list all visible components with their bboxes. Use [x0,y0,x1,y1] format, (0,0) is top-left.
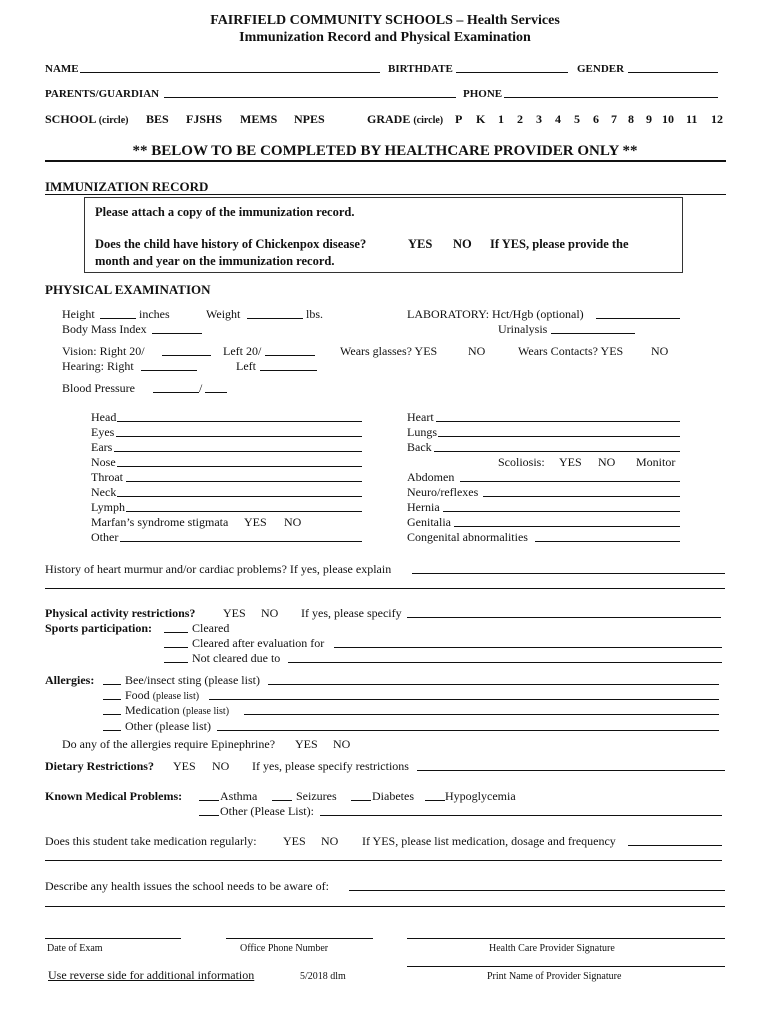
chickenpox-if-yes: If YES, please provide the [490,237,629,251]
allergy-food-label: Food (please list) [125,688,200,702]
grade-option-4[interactable]: 4 [555,112,561,126]
sports-label: Sports participation: [45,621,153,635]
vision-left-label: Left 20/ [223,344,262,358]
grade-option-11[interactable]: 11 [686,112,698,126]
form-subtitle: Immunization Record and Physical Examination [239,30,531,45]
allergy-other-field[interactable] [217,730,719,731]
vision-right-label: Vision: Right 20/ [62,344,145,358]
lab-label: LABORATORY: Hct/Hgb (optional) [407,307,584,321]
grade-option-10[interactable]: 10 [662,112,674,126]
school-label: SCHOOL (circle) [45,112,129,126]
asthma-label: Asthma [220,789,258,803]
dietary-specify-field[interactable] [417,770,725,771]
sports-not-cleared-label: Not cleared due to [192,651,281,665]
allergy-other-check[interactable] [103,730,121,731]
birthdate-field[interactable] [456,72,568,73]
date-of-exam-label: Date of Exam [47,943,103,954]
exam-eyes-field[interactable] [116,436,362,437]
chickenpox-if-yes-2: month and year on the immunization record. [95,254,335,268]
scoliosis-monitor[interactable]: Monitor [636,455,676,469]
office-phone-label: Office Phone Number [240,943,329,954]
grade-label: GRADE (circle) [367,112,444,126]
exam-ears-field[interactable] [114,451,362,452]
activity-no[interactable]: NO [261,606,279,620]
bmi-label: Body Mass Index [62,322,147,336]
gender-field[interactable] [628,72,718,73]
exam-neuro-field[interactable] [483,496,680,497]
provider-print-name-label: Print Name of Provider Signature [487,971,622,982]
weight-label: Weight [206,307,241,321]
grade-option-8[interactable]: 8 [628,112,634,126]
urinalysis-field[interactable] [551,333,635,334]
activity-label: Physical activity restrictions? [45,606,196,620]
exam-congenital-field[interactable] [535,541,680,542]
exam-marfan-label: Marfan’s syndrome stigmata [91,515,229,529]
asthma-check[interactable] [199,800,219,801]
epinephrine-no[interactable]: NO [333,737,351,751]
exam-head-label: Head [91,410,117,424]
marfan-yes[interactable]: YES [244,515,267,529]
exam-other-label: Other [91,530,119,544]
medication-no[interactable]: NO [321,834,339,848]
sports-cleared-eval-check[interactable] [164,647,188,648]
hearing-left-field[interactable] [260,370,317,371]
health-issues-field-2[interactable] [45,906,725,907]
provider-signature-field[interactable] [407,938,725,939]
lbs-label: lbs. [306,307,324,321]
parents-label: PARENTS/GUARDIAN [45,88,160,100]
exam-genitalia-field[interactable] [454,526,680,527]
exam-neck-label: Neck [91,485,117,499]
sports-cleared-eval-field[interactable] [334,647,722,648]
school-option-mems[interactable]: MEMS [240,112,278,126]
exam-neuro-label: Neuro/reflexes [407,485,479,499]
grade-option-p[interactable]: P [455,112,463,126]
sports-not-cleared-field[interactable] [288,662,722,663]
immunization-heading: IMMUNIZATION RECORD [45,179,209,194]
exam-neck-field[interactable] [117,496,362,497]
office-phone-field[interactable] [226,938,373,939]
medication-list-field-2[interactable] [45,860,722,861]
allergy-food-field[interactable] [209,699,719,700]
allergy-bee-field[interactable] [268,684,719,685]
exam-head-field[interactable] [117,421,362,422]
grade-option-6[interactable]: 6 [593,112,599,126]
school-option-bes[interactable]: BES [146,112,169,126]
dietary-label: Dietary Restrictions? [45,759,154,773]
bp-diastolic-field[interactable] [205,392,227,393]
exam-congenital-label: Congenital abnormalities [407,530,528,544]
birthdate-label: BIRTHDATE [388,63,453,75]
banner-divider [45,160,726,162]
exam-genitalia-label: Genitalia [407,515,451,529]
sports-cleared-check[interactable] [164,632,188,633]
grade-option-9[interactable]: 9 [646,112,652,126]
exam-nose-field[interactable] [117,466,362,467]
sports-cleared-label: Cleared [192,621,230,635]
school-option-npes[interactable]: NPES [294,112,325,126]
sports-cleared-eval-label: Cleared after evaluation for [192,636,325,650]
parents-field[interactable] [164,97,456,98]
glasses-no[interactable]: NO [468,344,486,358]
epinephrine-yes[interactable]: YES [295,737,318,751]
grade-option-k[interactable]: K [476,112,486,126]
date-of-exam-field[interactable] [45,938,181,939]
vision-right-field[interactable] [162,355,211,356]
form-title: FAIRFIELD COMMUNITY SCHOOLS – Health Services [210,13,560,28]
inches-label: inches [139,307,170,321]
gender-label: GENDER [577,63,625,75]
dietary-yes[interactable]: YES [173,759,196,773]
allergy-bee-label: Bee/insect sting (please list) [125,673,260,687]
exam-heart-label: Heart [407,410,434,424]
weight-field[interactable] [247,318,303,319]
exam-throat-field[interactable] [126,481,362,482]
scoliosis-no[interactable]: NO [598,455,616,469]
bp-systolic-field[interactable] [153,392,199,393]
medical-problems-label: Known Medical Problems: [45,789,183,803]
exam-abdomen-label: Abdomen [407,470,455,484]
exam-lungs-label: Lungs [407,425,437,439]
contacts-yes[interactable]: Wears Contacts? YES [518,344,624,358]
allergy-food-check[interactable] [103,699,121,700]
physical-heading: PHYSICAL EXAMINATION [45,282,211,297]
exam-lungs-field[interactable] [438,436,680,437]
dietary-no[interactable]: NO [212,759,230,773]
health-issues-field[interactable] [349,890,725,891]
chickenpox-question: Does the child have history of Chickenpox disease? [95,237,367,251]
name-field[interactable] [80,72,380,73]
hearing-left-label: Left [236,359,256,373]
exam-throat-label: Throat [91,470,123,484]
scoliosis-label: Scoliosis: [498,455,545,469]
provider-print-name-field[interactable] [407,966,725,967]
dietary-specify-label: If yes, please specify restrictions [252,759,409,773]
epinephrine-question: Do any of the allergies require Epinephrine? [62,737,276,751]
urinalysis-label: Urinalysis [498,322,548,336]
grade-option-5[interactable]: 5 [574,112,580,126]
heart-history-label: History of heart murmur and/or cardiac problems? If yes, please explain [45,562,392,576]
exam-other-field[interactable] [120,541,362,542]
other-medical-check[interactable] [199,815,219,816]
allergy-medication-label: Medication (please list) [125,703,230,717]
grade-option-12[interactable]: 12 [711,112,723,126]
provider-banner: ** BELOW TO BE COMPLETED BY HEALTHCARE PROVIDER ONLY ** [132,143,638,159]
allergy-medication-check[interactable] [103,714,121,715]
exam-lymph-label: Lymph [91,500,126,514]
hypoglycemia-check[interactable] [425,800,445,801]
vision-left-field[interactable] [265,355,315,356]
form-version: 5/2018 dlm [300,971,346,982]
other-medical-label: Other (Please List): [220,804,314,818]
grade-option-3[interactable]: 3 [536,112,542,126]
chickenpox-yes[interactable]: YES [408,237,433,251]
contacts-no[interactable]: NO [651,344,669,358]
provider-signature-label: Health Care Provider Signature [489,943,615,954]
hypoglycemia-label: Hypoglycemia [445,789,516,803]
allergy-other-label: Other (please list) [125,719,211,733]
phone-label: PHONE [463,88,503,100]
diabetes-label: Diabetes [372,789,414,803]
grade-option-7[interactable]: 7 [611,112,617,126]
school-option-fjshs[interactable]: FJSHS [186,112,223,126]
phone-field[interactable] [504,97,718,98]
other-medical-field[interactable] [320,815,722,816]
heart-history-field-2[interactable] [45,588,725,589]
chickenpox-no[interactable]: NO [453,237,472,251]
attach-instruction: Please attach a copy of the immunization record. [95,205,355,219]
medication-question: Does this student take medication regularly: [45,834,257,848]
bmi-field[interactable] [152,333,202,334]
activity-specify-field[interactable] [407,617,721,618]
exam-abdomen-field[interactable] [460,481,680,482]
lab-field[interactable] [596,318,680,319]
exam-heart-field[interactable] [436,421,680,422]
exam-hernia-label: Hernia [407,500,440,514]
health-issues-label: Describe any health issues the school needs to be aware of: [45,879,329,893]
exam-hernia-field[interactable] [443,511,680,512]
exam-back-field[interactable] [434,451,680,452]
grade-option-2[interactable]: 2 [517,112,523,126]
seizures-label: Seizures [296,789,337,803]
exam-back-label: Back [407,440,432,454]
exam-eyes-label: Eyes [91,425,115,439]
bp-label: Blood Pressure [62,381,135,395]
diabetes-check[interactable] [351,800,371,801]
seizures-check[interactable] [272,800,292,801]
scoliosis-yes[interactable]: YES [559,455,582,469]
reverse-side-note: Use reverse side for additional information [48,968,255,982]
allergies-label: Allergies: [45,673,95,687]
activity-specify-label: If yes, please specify [301,606,402,620]
heart-history-field[interactable] [412,573,725,574]
immunization-divider [45,194,726,195]
exam-nose-label: Nose [91,455,116,469]
hearing-right-field[interactable] [141,370,197,371]
exam-lymph-field[interactable] [126,511,362,512]
activity-yes[interactable]: YES [223,606,246,620]
hearing-right-label: Hearing: Right [62,359,134,373]
height-label: Height [62,307,95,321]
allergy-medication-field[interactable] [244,714,719,715]
marfan-no[interactable]: NO [284,515,302,529]
bp-separator: / [199,381,203,395]
medication-list-field[interactable] [628,845,722,846]
grade-option-1[interactable]: 1 [498,112,504,126]
sports-not-cleared-check[interactable] [164,662,188,663]
exam-ears-label: Ears [91,440,113,454]
name-label: NAME [45,63,79,75]
allergy-bee-check[interactable] [103,684,121,685]
height-field[interactable] [100,318,136,319]
glasses-yes[interactable]: Wears glasses? YES [340,344,438,358]
medication-list-label: If YES, please list medication, dosage and frequency [362,834,616,848]
medication-yes[interactable]: YES [283,834,306,848]
